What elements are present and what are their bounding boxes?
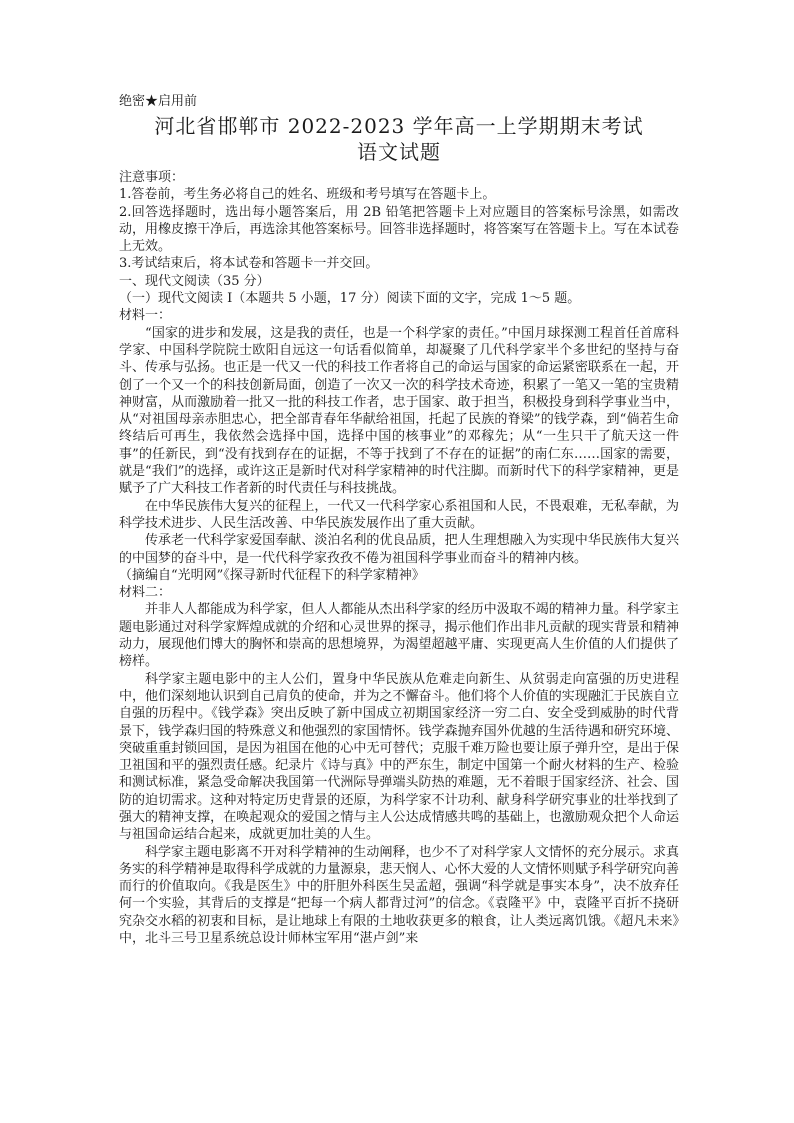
exam-subject: 语文试题	[357, 140, 441, 164]
subsection-heading: （一）现代文阅读 I（本题共 5 小题，17 分）阅读下面的文字，完成 1～5 题。	[119, 291, 581, 307]
exam-page	[119, 93, 679, 947]
material-label: 材料一：	[119, 308, 172, 324]
material-label: 材料二：	[119, 585, 172, 601]
paragraph: 科学家主题电影离不开对科学精神的生动阐释，也少不了对科学家人文情怀的充分展示。求真务实的科学精神是取得科学成就的力量源泉，悲天悯人、心怀大爱的人文情怀则赋予科学研究向善而行的价值取向。《我是医生》中的肝胆外科医生吴孟超，强调“科学就是事实本身”，决不放弃任何一个实验，其背后的支撑是“把每一个病人都背过河”的信念。《袁隆平》中，袁隆平百折不挠研究杂交水稻的初衷和目标，是让地球上有限的土地收获更多的粮食，让人类远离饥饿。《超凡未来》中，北斗三号卫星系统总设计师林宝军用“湛卢剑”来	[119, 844, 679, 947]
material-one	[119, 307, 679, 584]
notice-item: 2.回答选择题时，选出每小题答案后，用 2B 铅笔把答题卡上对应题目的答案标号涂黑，如需改动，用橡皮擦干净后，再选涂其他答案标号。回答非选择题时，将答案写在答题卡上。写在本试卷上无效。	[119, 204, 679, 255]
paragraph: 传承老一代科学家爱国奉献、淡泊名利的优良品质，把人生理想融入为实现中华民族伟大复兴的中国梦的奋斗中，是一代代科学家孜孜不倦为祖国科学事业而奋斗的精神内核。	[119, 533, 679, 566]
notice-heading: 注意事项：	[119, 170, 185, 185]
secret-mark: 绝密★启用前	[119, 94, 198, 109]
source-note: （摘编自“光明网”《探寻新时代征程下的科学家精神》	[119, 567, 425, 583]
notice-item: 3.考试结束后，将本试卷和答题卡一并交回。	[119, 256, 379, 272]
section-heading: 一、现代文阅读（35 分）	[119, 273, 270, 289]
paragraph: 并非人人都能成为科学家，但人人都能从杰出科学家的经历中汲取不竭的精神力量。科学家主题电影通过对科学家辉煌成就的介绍和心灵世界的探寻，揭示他们作出非凡贡献的现实背景和精神动力，展现他们博大的胸怀和崇高的思想境界，为渴望超越平庸、实现更高人生价值的人们提供了榜样。	[119, 602, 679, 670]
exam-title: 河北省邯郸市 2022-2023 学年高一上学期期末考试	[154, 114, 644, 138]
notice-section	[119, 169, 679, 273]
paragraph: “国家的进步和发展，这是我的责任，也是一个科学家的责任。”中国月球探测工程首任首席科学家、中国科学院院士欧阳自远这一句话看似简单，却凝聚了几代科学家半个多世纪的坚持与奋斗、传承与弘扬。也正是一代又一代的科技工作者将自己的命运与国家的命运紧密联系在一起，开创了一个又一个的科技创新局面，创造了一次又一次的科学技术奇迹，积累了一笔又一笔的宝贵精神财富，从而激励着一批又一批的科技工作者，忠于国家、敢于担当，积极投身到科学事业当中，从“对祖国母亲赤胆忠心，把全部青春年华献给祖国，托起了民族的脊梁”的钱学森，到“倘若生命终结后可再生，我依然会选择中国，选择中国的核事业”的邓稼先；从“一生只干了航天这一件事”的任新民，到“没有找到存在的证据，不等于找到了不存在的证据”的南仁东……国家的需要，就是“我们”的选择，或许这正是新时代对科学家精神的时代注脚。而新时代下的科学家精神，更是赋予了广大科技工作者新的时代责任与科技挑战。	[119, 325, 679, 497]
paragraph: 在中华民族伟大复兴的征程上，一代又一代科学家心系祖国和人民，不畏艰难，无私奉献，为科学技术进步、人民生活改善、中华民族发展作出了重大贡献。	[119, 498, 679, 531]
notice-item: 1.答卷前，考生务必将自己的姓名、班级和考号填写在答题卡上。	[119, 187, 496, 203]
material-two	[119, 584, 679, 947]
paragraph: 科学家主题电影中的主人公们，置身中华民族从危难走向新生、从贫弱走向富强的历史进程中，他们深刻地认识到自己肩负的使命，并为之不懈奋斗。他们将个人价值的实现融汇于民族自立自强的历程中。《钱学森》突出反映了新中国成立初期国家经济一穷二白、安全受到威胁的时代背景下，钱学森归国的特殊意义和他强烈的家国情怀。钱学森抛弃国外优越的生活待遇和研究环境、突破重重封锁回国，是因为祖国在他的心中无可替代；克服千难万险也要让原子弹升空，是出于保卫祖国和平的强烈责任感。纪录片《诗与真》中的严东生，制定中国第一个耐火材料的生产、检验和测试标准，紧急受命解决我国第一代洲际导弹端头防热的难题，无不着眼于国家经济、社会、国防的迫切需求。这种对特定历史背景的还原，为科学家不计功利、献身科学研究事业的壮举找到了强大的精神支撑，在唤起观众的爱国之情与主人公达成情感共鸣的基础上，也激励观众把个人命运与祖国命运结合起来，成就更加壮美的人生。	[119, 671, 679, 843]
